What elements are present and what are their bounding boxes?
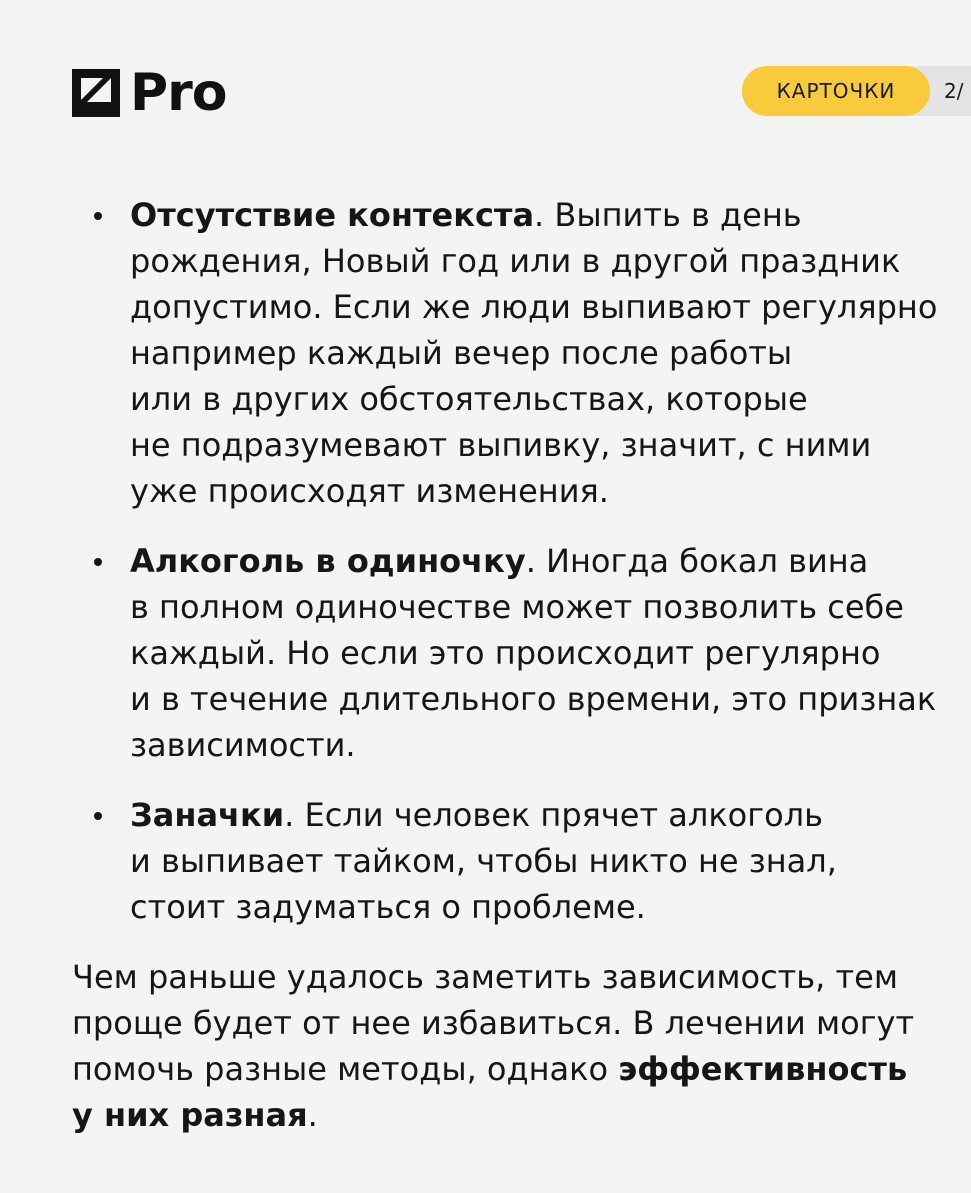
logo-mark-icon [72, 69, 120, 117]
article-body [72, 192, 971, 1138]
item-first-line [130, 792, 971, 838]
item-text: и в течение длительного времени, это признак [130, 680, 937, 718]
item-text: стоит задуматься о проблеме. [130, 888, 646, 926]
bullet-icon [94, 212, 102, 220]
item-text: уже происходят изменения. [130, 472, 609, 510]
item-text: зависимости. [130, 726, 356, 764]
list-item [72, 792, 971, 930]
category-badge[interactable]: КАРТОЧКИ [742, 66, 930, 116]
closing-text: Чем раньше удалось заметить зависимость, тем [72, 958, 898, 996]
bullet-icon [94, 558, 102, 566]
item-text: и выпивает тайком, чтобы никто не знал, [130, 842, 837, 880]
item-heading: Алкоголь в одиночку [130, 542, 526, 580]
page-counter: 2/ [944, 79, 964, 103]
closing-emphasis: эффективность [618, 1050, 908, 1088]
item-text: каждый. Но если это происходит регулярно [130, 634, 881, 672]
logo[interactable] [72, 63, 227, 123]
header [72, 63, 971, 123]
item-text: или в других обстоятельствах, которые [130, 380, 808, 418]
category-bar [742, 66, 971, 116]
item-text: . Если человек прячет алкоголь [284, 796, 823, 834]
item-first-line [130, 192, 971, 238]
closing-text: проще будет от нее избавиться. В лечении могут [72, 1004, 915, 1042]
bullet-icon [94, 812, 102, 820]
item-text: рождения, Новый год или в другой праздник [130, 242, 901, 280]
closing-emphasis: у них разная [72, 1096, 308, 1134]
sign-list [72, 192, 971, 930]
list-item [72, 538, 971, 768]
list-item [72, 192, 971, 514]
closing-text: помочь разные методы, однако [72, 1050, 619, 1088]
item-heading: Отсутствие контекста [130, 196, 535, 234]
closing-paragraph [72, 954, 971, 1138]
item-text: допустимо. Если же люди выпивают регулярно [130, 288, 938, 326]
item-text: . Иногда бокал вина [525, 542, 869, 580]
closing-line [72, 1092, 971, 1138]
item-text: например каждый вечер после работы [130, 334, 793, 372]
item-first-line [130, 538, 971, 584]
item-text: . Выпить в день [534, 196, 802, 234]
closing-text: . [307, 1096, 318, 1134]
closing-line [72, 1046, 971, 1092]
item-text: в полном одиночестве может позволить себе [130, 588, 904, 626]
item-heading: Заначки [130, 796, 285, 834]
item-text: не подразумевают выпивку, значит, с ними [130, 426, 872, 464]
logo-text: Pro [130, 63, 227, 123]
